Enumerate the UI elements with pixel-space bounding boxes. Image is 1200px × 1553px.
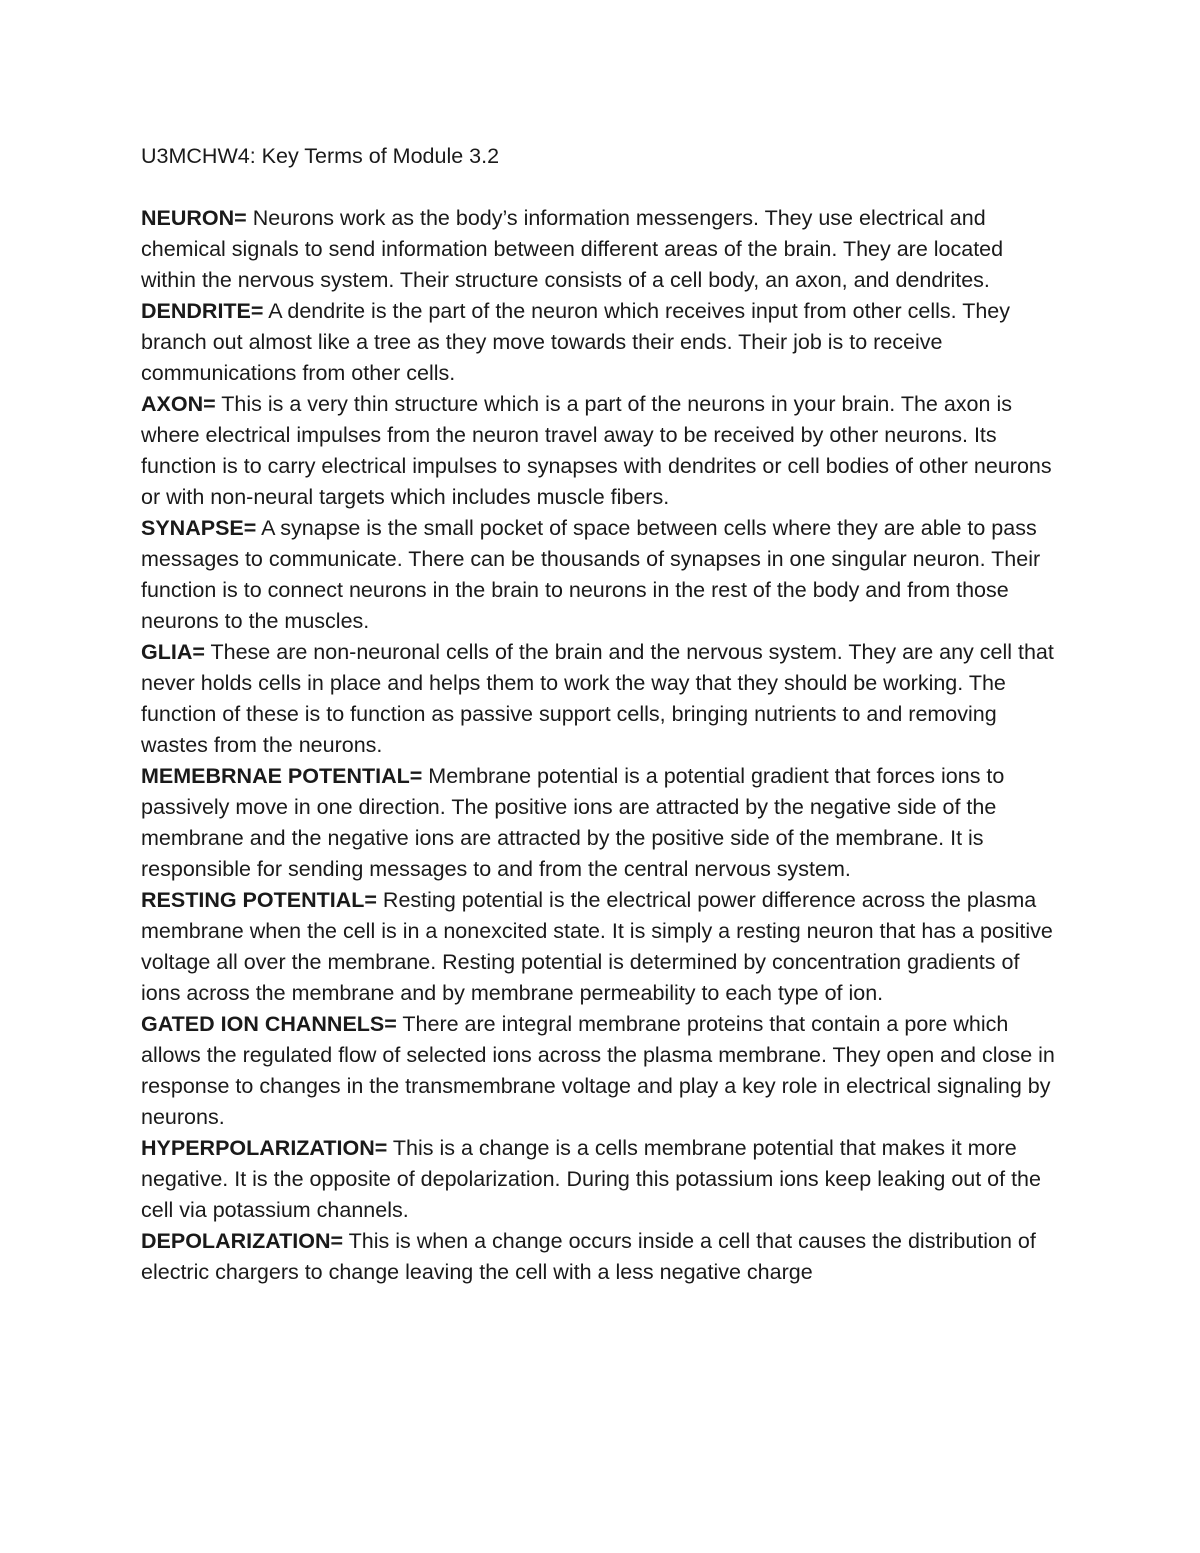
term-label: DEPOLARIZATION=: [141, 1229, 344, 1253]
term-entry-synapse: [141, 513, 1061, 637]
term-label: GLIA=: [141, 640, 205, 664]
term-entry-gated-ion-channels: [141, 1009, 1061, 1133]
term-entry-membrane-potential: [141, 761, 1061, 885]
term-label: MEMEBRNAE POTENTIAL=: [141, 764, 423, 788]
term-label: NEURON=: [141, 206, 247, 230]
document-title: U3MCHW4: Key Terms of Module 3.2: [141, 144, 500, 168]
term-definition: These are non-neuronal cells of the brain and the nervous system. They are any cell that never holds cells in place and helps them to work the way that they should be working. The function of these is to function as passive support cells, bringing nutrients to and removing wastes from the neurons.: [141, 640, 1054, 757]
term-definition: A synapse is the small pocket of space between cells where they are able to pass messages to communicate. There can be thousands of synapses in one singular neuron. Their function is to connect neurons in the brain to neurons in the rest of the body and from those neurons to the muscles.: [141, 516, 1041, 633]
term-definition: There are integral membrane proteins that contain a pore which allows the regulated flow of selected ions across the plasma membrane. They open and close in response to changes in the transmembrane voltage and play a key role in electrical signaling by neurons.: [141, 1012, 1055, 1129]
term-definition: A dendrite is the part of the neuron which receives input from other cells. They branch out almost like a tree as they move towards their ends. Their job is to receive communications from other cells.: [141, 299, 1010, 385]
term-definition: Resting potential is the electrical power difference across the plasma membrane when the cell is in a nonexcited state. It is simply a resting neuron that has a positive voltage all over the membrane. Resting potential is determined by concentration gradients of ions across the membrane and by membrane permeability to each type of ion.: [141, 888, 1053, 1005]
term-entry-depolarization: [141, 1226, 1061, 1288]
term-definition: Membrane potential is a potential gradient that forces ions to passively move in one direction. The positive ions are attracted by the negative side of the membrane and the negative ions are attracted by the positive side of the membrane. It is responsible for sending messages to and from the central nervous system.: [141, 764, 1005, 881]
term-label: SYNAPSE=: [141, 516, 257, 540]
term-label: AXON=: [141, 392, 216, 416]
term-entry-neuron: [141, 203, 1061, 296]
term-entry-hyperpolarization: [141, 1133, 1061, 1226]
term-label: DENDRITE=: [141, 299, 264, 323]
term-entry-dendrite: [141, 296, 1061, 389]
term-entry-axon: [141, 389, 1061, 513]
term-label: GATED ION CHANNELS=: [141, 1012, 397, 1036]
term-label: RESTING POTENTIAL=: [141, 888, 377, 912]
term-definition: This is a change is a cells membrane potential that makes it more negative. It is the opposite of depolarization. During this potassium ions keep leaking out of the cell via potassium channels.: [141, 1136, 1041, 1222]
term-definition: Neurons work as the body’s information messengers. They use electrical and chemical signals to send information between different areas of the brain. They are located within the nervous system. Their structure consists of a cell body, an axon, and dendrites.: [141, 206, 1004, 292]
term-entry-glia: [141, 637, 1061, 761]
term-definition: This is when a change occurs inside a cell that causes the distribution of electric chargers to change leaving the cell with a less negative charge: [141, 1229, 1036, 1284]
term-label: HYPERPOLARIZATION=: [141, 1136, 388, 1160]
term-entry-resting-potential: [141, 885, 1061, 1009]
document-page: [141, 141, 1061, 1288]
term-definition: This is a very thin structure which is a part of the neurons in your brain. The axon is where electrical impulses from the neuron travel away to be received by other neurons. Its function is to carry electrical impulses to synapses with dendrites or cell bodies of other neurons or with non-neural targets which includes muscle fibers.: [141, 392, 1052, 509]
